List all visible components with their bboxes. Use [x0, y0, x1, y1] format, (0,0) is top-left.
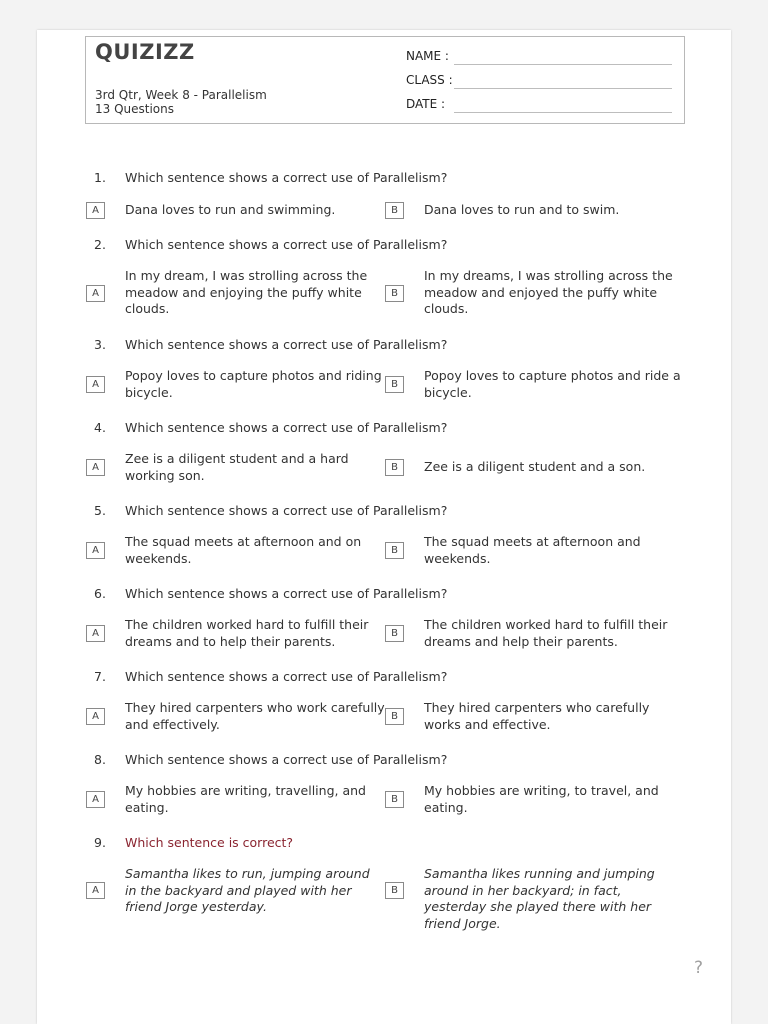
help-icon[interactable]: ? — [694, 958, 704, 978]
question-number: 3. — [94, 337, 106, 352]
option-b-text: Samantha likes running and jumping around in her backyard; in fact, yesterday she played there with her friend Jorge. — [424, 866, 655, 931]
name-label: NAME : — [406, 49, 449, 63]
question-number: 4. — [94, 420, 106, 435]
option-a-text: Samantha likes to run, jumping around in the backyard and played with her friend Jorge yesterday. — [125, 866, 370, 914]
date-label: DATE : — [406, 97, 446, 111]
question-number: 6. — [94, 586, 106, 601]
option-b-text: In my dreams, I was strolling across the meadow and enjoyed the puffy white clouds. — [424, 268, 673, 316]
worksheet-header — [85, 36, 685, 124]
question-number: 9. — [94, 835, 106, 850]
question-text: Which sentence is correct? — [125, 835, 294, 850]
worksheet-page — [37, 30, 731, 1024]
option-a-box[interactable]: A — [86, 459, 105, 476]
date-line — [454, 112, 672, 113]
option-a-box[interactable]: A — [86, 542, 105, 559]
name-line — [454, 64, 672, 65]
option-b-box[interactable]: B — [385, 882, 404, 899]
option-a-text: Dana loves to run and swimming. — [125, 202, 336, 217]
option-a-box[interactable]: A — [86, 376, 105, 393]
option-a-box[interactable]: A — [86, 882, 105, 899]
option-b-box[interactable]: B — [385, 542, 404, 559]
option-a-text: They hired carpenters who work carefully and effectively. — [125, 700, 385, 732]
question-text: Which sentence shows a correct use of Parallelism? — [125, 237, 448, 252]
quizizz-logo: QUIZIZZ — [95, 40, 195, 64]
question-text: Which sentence shows a correct use of Parallelism? — [125, 420, 448, 435]
option-a-box[interactable]: A — [86, 708, 105, 725]
option-b-text: The children worked hard to fulfill their dreams and help their parents. — [424, 617, 668, 649]
option-a-text: The children worked hard to fulfill their dreams and to help their parents. — [125, 617, 369, 649]
option-a-text: Popoy loves to capture photos and riding bicycle. — [125, 368, 382, 400]
question-text: Which sentence shows a correct use of Parallelism? — [125, 170, 448, 185]
option-b-text: Popoy loves to capture photos and ride a bicycle. — [424, 368, 681, 400]
option-b-text: They hired carpenters who carefully works and effective. — [424, 700, 650, 732]
question-number: 8. — [94, 752, 106, 767]
option-b-box[interactable]: B — [385, 708, 404, 725]
option-b-box[interactable]: B — [385, 376, 404, 393]
question-text: Which sentence shows a correct use of Parallelism? — [125, 337, 448, 352]
question-text: Which sentence shows a correct use of Parallelism? — [125, 586, 448, 601]
class-label: CLASS : — [406, 73, 453, 87]
option-a-text: The squad meets at afternoon and on weekends. — [125, 534, 362, 566]
quiz-title: 3rd Qtr, Week 8 - Parallelism — [95, 88, 267, 102]
option-b-text: My hobbies are writing, to travel, and eating. — [424, 783, 659, 815]
option-a-text: My hobbies are writing, travelling, and eating. — [125, 783, 366, 815]
question-number: 5. — [94, 503, 106, 518]
option-b-box[interactable]: B — [385, 625, 404, 642]
question-number: 1. — [94, 170, 106, 185]
question-count: 13 Questions — [95, 102, 175, 116]
question-text: Which sentence shows a correct use of Parallelism? — [125, 669, 448, 684]
question-number: 7. — [94, 669, 106, 684]
option-b-box[interactable]: B — [385, 202, 404, 219]
option-a-box[interactable]: A — [86, 791, 105, 808]
option-a-text: Zee is a diligent student and a hard working son. — [125, 451, 349, 483]
option-b-text: The squad meets at afternoon and weekends. — [424, 534, 641, 566]
option-b-text: Dana loves to run and to swim. — [424, 202, 620, 217]
question-text: Which sentence shows a correct use of Parallelism? — [125, 752, 448, 767]
class-line — [454, 88, 672, 89]
option-a-box[interactable]: A — [86, 285, 105, 302]
question-number: 2. — [94, 237, 106, 252]
option-b-box[interactable]: B — [385, 791, 404, 808]
option-b-box[interactable]: B — [385, 459, 404, 476]
option-a-text: In my dream, I was strolling across the meadow and enjoying the puffy white clouds. — [125, 268, 368, 316]
question-text: Which sentence shows a correct use of Parallelism? — [125, 503, 448, 518]
option-a-box[interactable]: A — [86, 202, 105, 219]
option-b-text: Zee is a diligent student and a son. — [424, 459, 646, 474]
option-b-box[interactable]: B — [385, 285, 404, 302]
option-a-box[interactable]: A — [86, 625, 105, 642]
